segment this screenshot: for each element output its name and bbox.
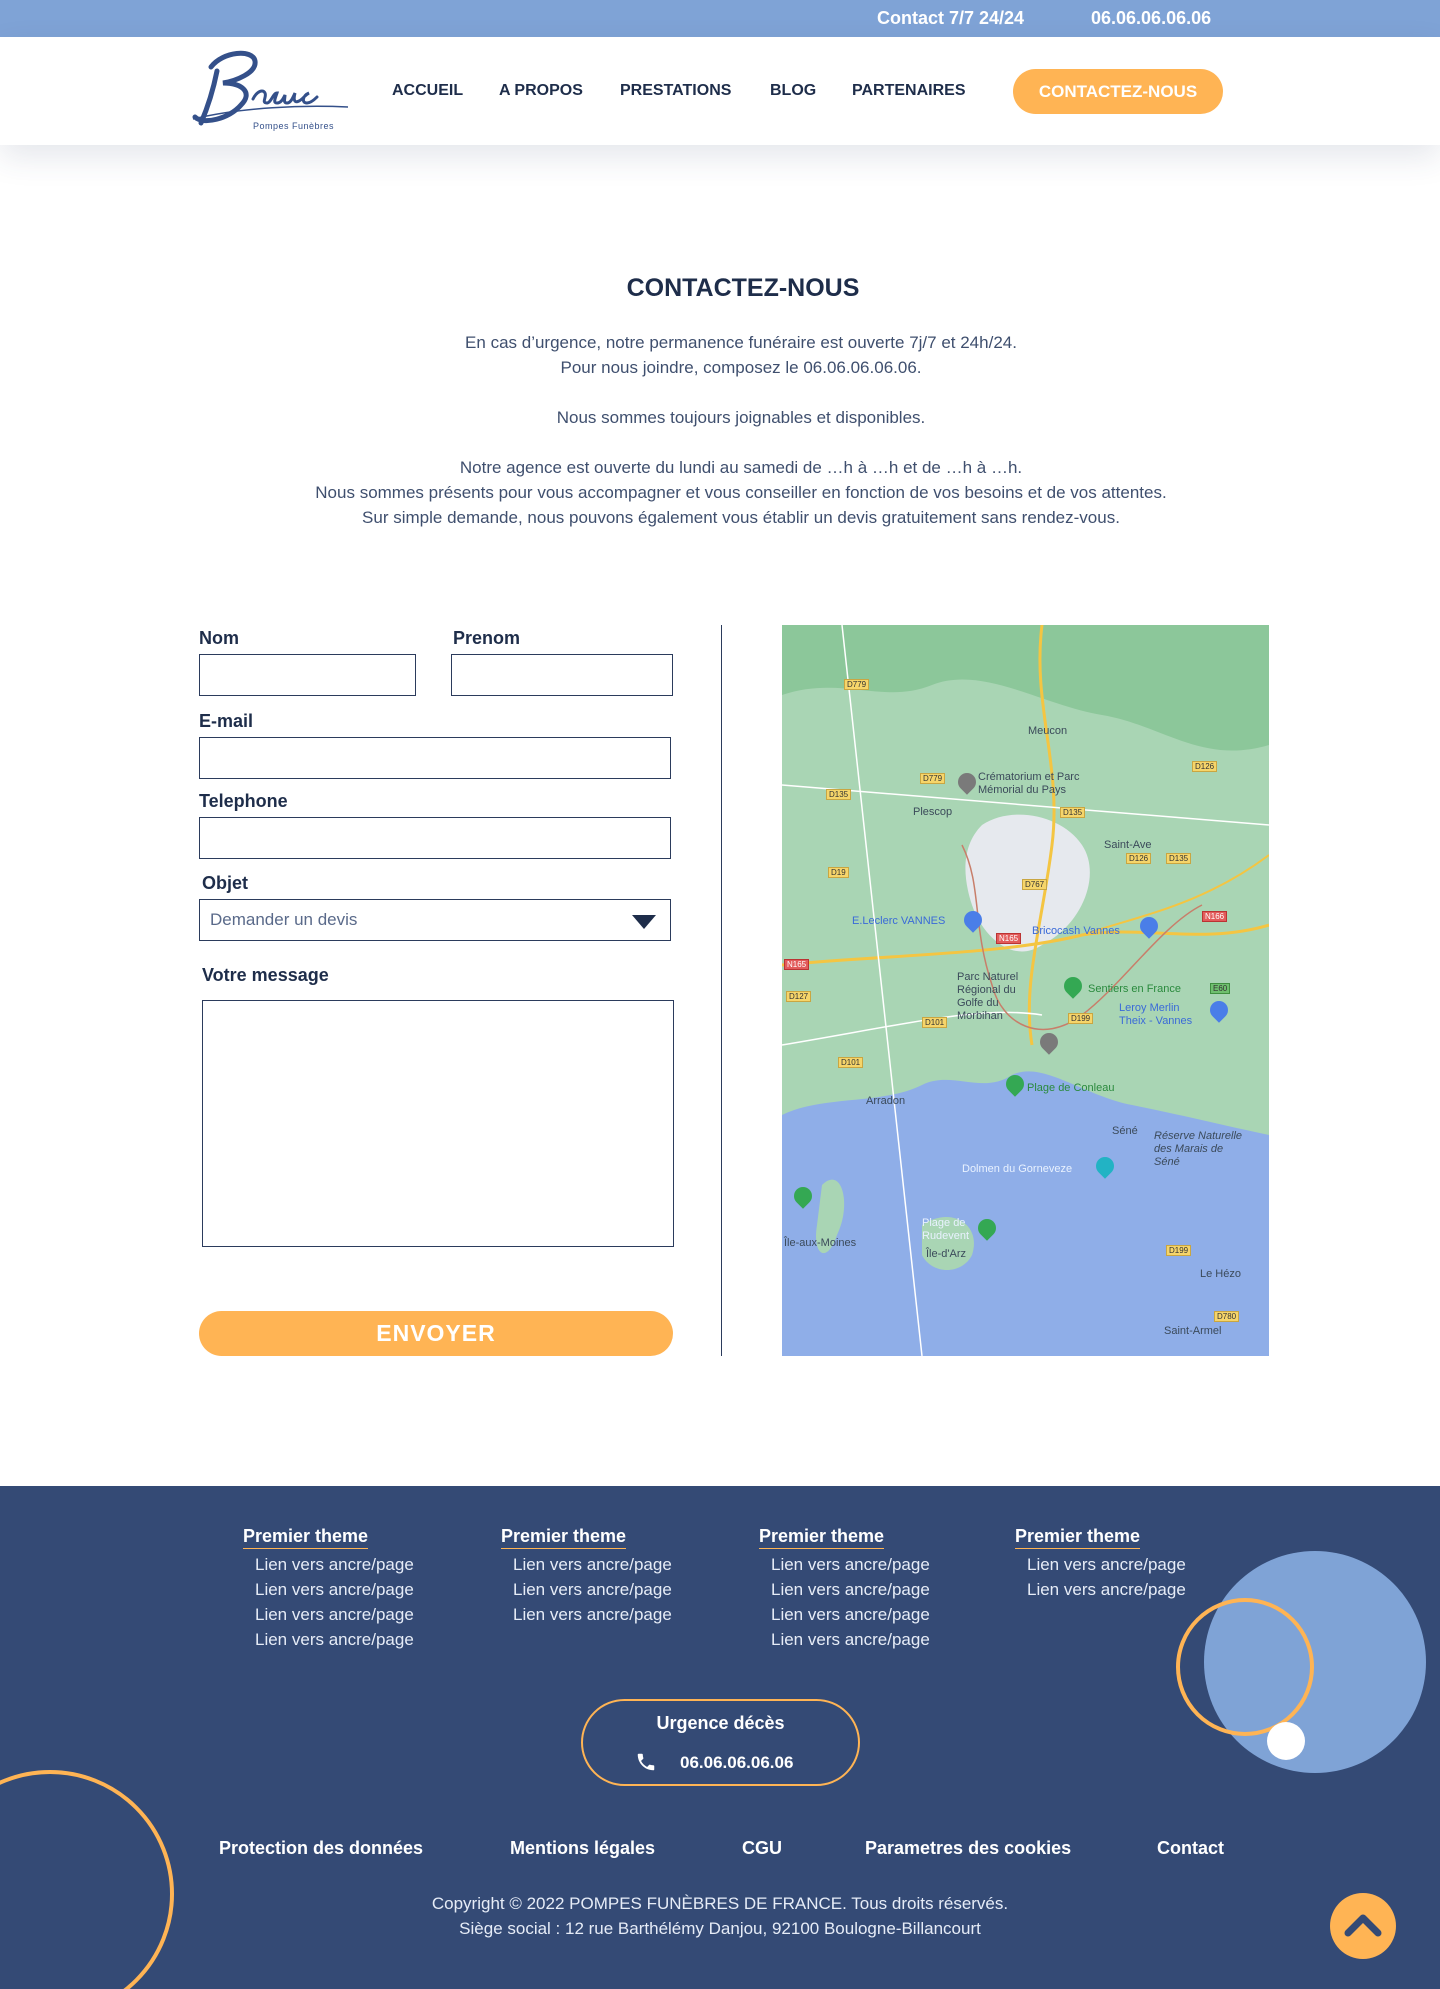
- objet-select[interactable]: [199, 899, 671, 941]
- footer-column-heading[interactable]: Premier theme: [1015, 1526, 1140, 1549]
- map-label: Île-d'Arz: [926, 1248, 966, 1260]
- map-road-badge: D767: [1022, 879, 1047, 890]
- prenom-label: Prenom: [453, 628, 521, 648]
- phone-icon: [635, 1751, 657, 1773]
- map-label: Saint-Ave: [1104, 839, 1152, 851]
- headquarters-address: Siège social : 12 rue Barthélémy Danjou, 92100 Boulogne-Billancourt: [459, 1919, 981, 1938]
- emergency-title: Urgence décès: [656, 1713, 785, 1733]
- map-label: Plage de Rudevent: [922, 1217, 970, 1242]
- footer-link[interactable]: Lien vers ancre/page: [771, 1605, 930, 1624]
- map-road-badge: D199: [1166, 1245, 1191, 1256]
- map-road-badge: D19: [828, 867, 849, 878]
- footer-link[interactable]: Lien vers ancre/page: [1027, 1555, 1186, 1574]
- intro-line-6: Sur simple demande, nous pouvons également vous établir un devis gratuitement sans rendez-vous.: [362, 508, 1120, 527]
- nav-a-propos[interactable]: A PROPOS: [499, 82, 583, 99]
- map-label: Meucon: [1028, 725, 1068, 737]
- map-road-badge: D135: [1060, 807, 1085, 818]
- map-road-badge: N166: [1202, 911, 1227, 922]
- map-road-badge: D101: [838, 1057, 863, 1068]
- footer-link[interactable]: Lien vers ancre/page: [255, 1605, 414, 1624]
- email-label: E-mail: [199, 711, 254, 731]
- intro-line-5: Nous sommes présents pour vous accompagner et vous conseiller en fonction de vos besoins et de vos attentes.: [315, 483, 1167, 502]
- footer-link[interactable]: Lien vers ancre/page: [513, 1605, 672, 1624]
- footer-link[interactable]: Lien vers ancre/page: [513, 1555, 672, 1574]
- email-input[interactable]: [199, 737, 671, 779]
- map-label: Dolmen du Gorneveze: [962, 1163, 1073, 1175]
- map-label: Le Hézo: [1200, 1268, 1241, 1280]
- footer-column-heading[interactable]: Premier theme: [243, 1526, 368, 1549]
- map-label: Arradon: [866, 1095, 906, 1107]
- map-label: Bricocash Vannes: [1032, 925, 1120, 937]
- map-road-badge: D127: [786, 991, 811, 1002]
- footer-link[interactable]: Lien vers ancre/page: [255, 1555, 414, 1574]
- topbar-phone[interactable]: 06.06.06.06.06: [1091, 8, 1212, 28]
- footer-column: [501, 1526, 672, 1624]
- map-road-badge: D135: [1166, 853, 1191, 864]
- footer-column: [759, 1526, 930, 1649]
- nav-prestations[interactable]: PRESTATIONS: [620, 82, 732, 99]
- intro-line-4: Notre agence est ouverte du lundi au samedi de …h à …h et de …h à …h.: [459, 458, 1023, 477]
- prenom-input[interactable]: [451, 654, 673, 696]
- map-road-badge: N165: [784, 959, 809, 970]
- page-title: CONTACTEZ-NOUS: [626, 274, 860, 302]
- intro-line-2: Pour nous joindre, composez le 06.06.06.06.06.: [560, 358, 922, 377]
- footer-link[interactable]: Lien vers ancre/page: [771, 1630, 930, 1649]
- map-label: Parc Naturel Régional du Golfe du Morbihan: [957, 971, 1019, 1022]
- map-label: Séné: [1112, 1125, 1138, 1137]
- copyright-text: Copyright © 2022 POMPES FUNÈBRES DE FRANCE. Tous droits réservés.: [431, 1894, 1009, 1913]
- telephone-label: Telephone: [199, 791, 288, 811]
- submit-button[interactable]: ENVOYER: [199, 1311, 673, 1356]
- map-road-badge: D101: [922, 1017, 947, 1028]
- location-map[interactable]: [782, 625, 1269, 1356]
- map-road-badge: D779: [920, 773, 945, 784]
- intro-line-1: En cas d’urgence, notre permanence funéraire est ouverte 7j/7 et 24h/24.: [465, 333, 1017, 352]
- message-label: Votre message: [202, 965, 329, 985]
- nom-input[interactable]: [199, 654, 416, 696]
- brand-subtitle: Pompes Funèbres: [253, 121, 335, 131]
- legal-cookies-link[interactable]: Parametres des cookies: [865, 1838, 1072, 1858]
- footer-column: [1015, 1526, 1186, 1599]
- legal-cgu-link[interactable]: CGU: [742, 1838, 782, 1858]
- site-header: [0, 37, 1440, 145]
- contact-cta-button[interactable]: CONTACTEZ-NOUS: [1013, 69, 1223, 114]
- back-to-top-button[interactable]: [1330, 1893, 1396, 1959]
- top-bar: [0, 0, 1440, 37]
- footer-link[interactable]: Lien vers ancre/page: [255, 1630, 414, 1649]
- legal-protection-link[interactable]: Protection des données: [219, 1838, 424, 1858]
- map-label: Leroy Merlin Theix - Vannes: [1119, 1002, 1193, 1027]
- objet-label: Objet: [202, 873, 249, 893]
- map-road-badge: D199: [1068, 1013, 1093, 1024]
- map-label: Crématorium et Parc Mémorial du Pays: [978, 771, 1080, 796]
- legal-contact-link[interactable]: Contact: [1157, 1838, 1224, 1858]
- map-label: Île-aux-Moines: [784, 1237, 857, 1249]
- footer-link[interactable]: Lien vers ancre/page: [771, 1580, 930, 1599]
- site-footer: [0, 1486, 1440, 1989]
- footer-column-heading[interactable]: Premier theme: [501, 1526, 626, 1549]
- map-label: Réserve Naturelle des Marais de Séné: [1154, 1130, 1243, 1168]
- map-road-badge: D135: [826, 789, 851, 800]
- footer-link[interactable]: Lien vers ancre/page: [255, 1580, 414, 1599]
- topbar-contact: Contact 7/7 24/24: [877, 8, 1025, 28]
- legal-mentions-link[interactable]: Mentions légales: [510, 1838, 656, 1858]
- chevron-up-icon: [1330, 1893, 1396, 1959]
- map-label: Plescop: [913, 806, 953, 818]
- chevron-down-icon: [632, 915, 656, 929]
- message-textarea[interactable]: [202, 1000, 674, 1247]
- nom-label: Nom: [199, 628, 239, 648]
- telephone-input[interactable]: [199, 817, 671, 859]
- map-label: Sentiers en France: [1088, 983, 1181, 995]
- brand-logo[interactable]: [183, 47, 353, 137]
- map-road-badge: D780: [1214, 1311, 1239, 1322]
- map-road-badge: E60: [1210, 983, 1230, 994]
- nav-partenaires[interactable]: PARTENAIRES: [852, 82, 966, 99]
- map-road-badge: D779: [844, 679, 869, 690]
- map-label: E.Leclerc VANNES: [852, 915, 946, 927]
- nav-accueil[interactable]: ACCUEIL: [392, 82, 464, 99]
- footer-link[interactable]: Lien vers ancre/page: [771, 1555, 930, 1574]
- map-road-badge: D126: [1192, 761, 1217, 772]
- emergency-call-box[interactable]: [581, 1699, 860, 1786]
- emergency-phone: 06.06.06.06.06: [680, 1753, 794, 1772]
- map-label: Saint-Armel: [1164, 1325, 1222, 1337]
- form-map-divider: [721, 625, 722, 1356]
- objet-selected-value: Demander un devis: [210, 910, 358, 929]
- map-road-badge: D126: [1126, 853, 1151, 864]
- footer-link[interactable]: Lien vers ancre/page: [513, 1580, 672, 1599]
- intro-line-3: Nous sommes toujours joignables et disponibles.: [556, 408, 926, 427]
- nav-blog[interactable]: BLOG: [770, 82, 817, 99]
- map-road-badge: N165: [996, 933, 1021, 944]
- footer-column: [243, 1526, 414, 1649]
- map-label: Plage de Conleau: [1027, 1082, 1115, 1094]
- footer-link[interactable]: Lien vers ancre/page: [1027, 1580, 1186, 1599]
- footer-column-heading[interactable]: Premier theme: [759, 1526, 884, 1549]
